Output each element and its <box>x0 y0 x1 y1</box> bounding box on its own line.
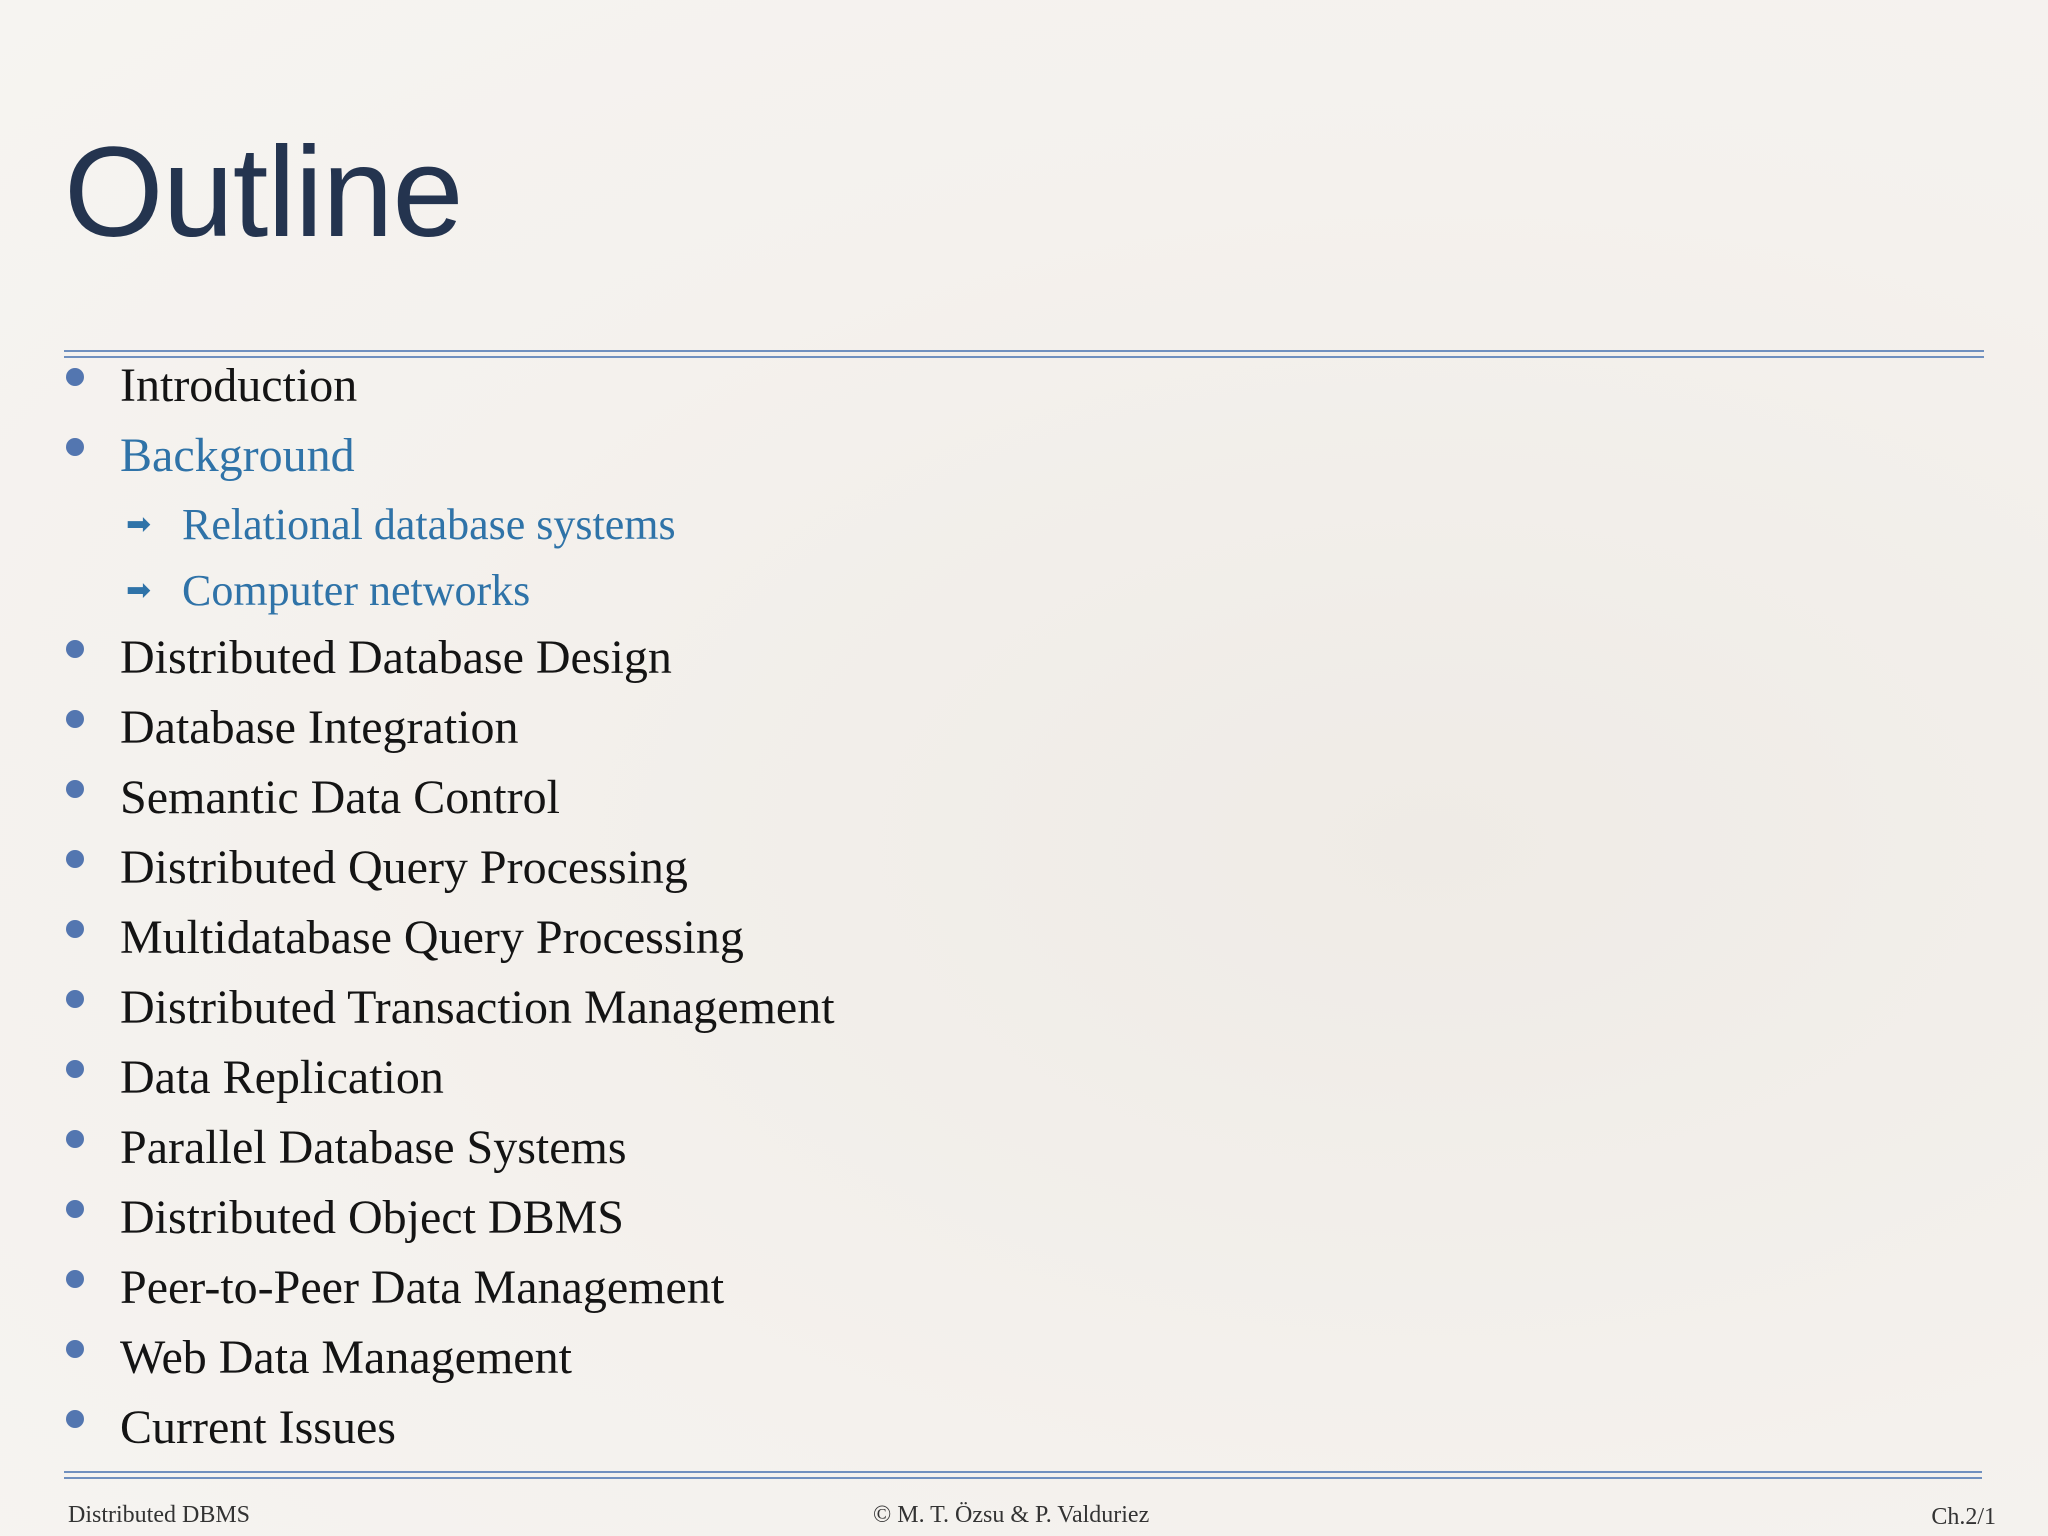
outline-item <box>0 978 1200 1038</box>
bullet-icon <box>66 640 84 658</box>
outline-subitem-label: Relational database systems <box>182 500 676 549</box>
outline-item-label: Introduction <box>120 359 358 412</box>
outline-item-label: Web Data Management <box>120 1331 572 1384</box>
outline-item-label: Distributed Transaction Management <box>120 981 835 1034</box>
arrow-right-icon: ➡ <box>126 573 152 608</box>
outline-item-label: Multidatabase Query Processing <box>120 911 744 964</box>
bullet-icon <box>66 1270 84 1288</box>
outline-item-label: Semantic Data Control <box>120 771 560 824</box>
outline-item-label: Distributed Query Processing <box>120 841 688 894</box>
outline-item-label: Parallel Database Systems <box>120 1121 627 1174</box>
slide-title: Outline <box>64 121 463 264</box>
outline-item-label: Distributed Object DBMS <box>120 1191 624 1244</box>
bullet-icon <box>66 1340 84 1358</box>
outline-item-label: Peer-to-Peer Data Management <box>120 1261 725 1314</box>
outline-item-label: Current Issues <box>120 1401 396 1454</box>
outline-item-current <box>0 426 1200 486</box>
arrow-right-icon: ➡ <box>126 507 152 542</box>
bullet-icon <box>66 368 84 386</box>
outline-item <box>0 1048 1200 1108</box>
bullet-icon <box>66 990 84 1008</box>
outline-item <box>0 768 1200 828</box>
outline-subitem <box>0 497 1200 553</box>
bullet-icon <box>66 920 84 938</box>
footer-course-title: Distributed DBMS <box>68 1502 251 1528</box>
outline-item <box>0 628 1200 688</box>
outline-item <box>0 1258 1200 1318</box>
footer-page-number: Ch.2/1 <box>1931 1504 1996 1530</box>
outline-item <box>0 1118 1200 1178</box>
outline-item <box>0 1328 1200 1388</box>
bullet-icon <box>66 1130 84 1148</box>
outline-subitem <box>0 563 1200 619</box>
outline-item <box>0 698 1200 758</box>
footer-divider <box>64 1471 1982 1479</box>
outline-item-label: Background <box>120 429 355 482</box>
bullet-icon <box>66 780 84 798</box>
outline-item-label: Distributed Database Design <box>120 631 672 684</box>
bullet-icon <box>66 1410 84 1428</box>
outline-subitem-label: Computer networks <box>182 566 531 615</box>
outline-item-label: Data Replication <box>120 1051 444 1104</box>
outline-item <box>0 1188 1200 1248</box>
bullet-icon <box>66 438 84 456</box>
bullet-icon <box>66 710 84 728</box>
bullet-icon <box>66 1060 84 1078</box>
outline-item <box>0 908 1200 968</box>
outline-item <box>0 356 1200 416</box>
bullet-icon <box>66 1200 84 1218</box>
outline-item-label: Database Integration <box>120 701 519 754</box>
footer-copyright: © M. T. Özsu & P. Valduriez <box>873 1502 1150 1528</box>
outline-item <box>0 838 1200 898</box>
bullet-icon <box>66 850 84 868</box>
outline-item <box>0 1398 1200 1458</box>
